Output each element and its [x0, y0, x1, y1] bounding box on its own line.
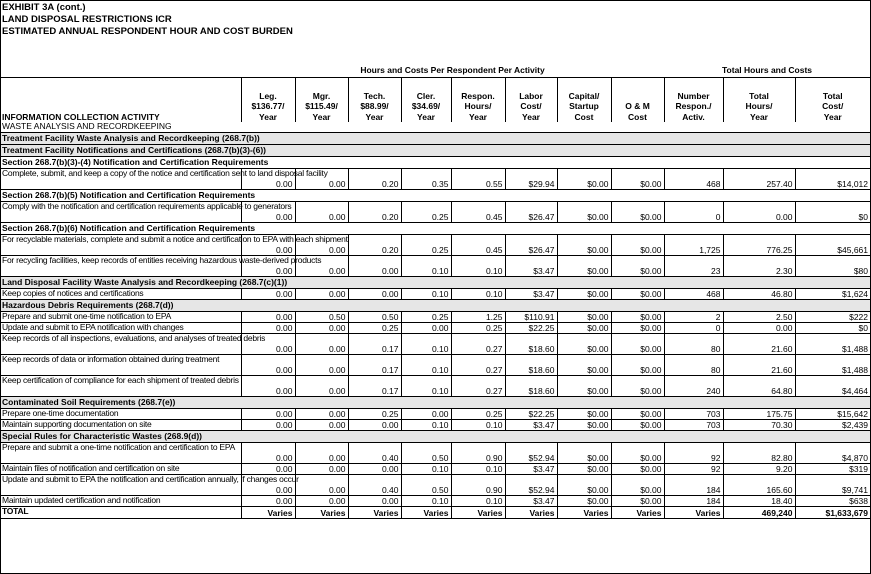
cell-value: 776.25: [723, 235, 795, 256]
cell-value: 0.50: [401, 443, 451, 464]
cell-value: 0.55: [451, 169, 505, 190]
cell-value: $52.94: [505, 475, 557, 496]
cell-value: 0.00: [295, 256, 348, 277]
col-om-cost: O & M Cost: [611, 78, 664, 123]
cell-value: 0.20: [348, 169, 401, 190]
section-header-row: [0, 277, 870, 289]
col-activity: INFORMATION COLLECTION ACTIVITY: [0, 78, 241, 123]
cell-value: $0.00: [557, 289, 611, 300]
cell-value: $29.94: [505, 169, 557, 190]
subsection-header-row: [0, 157, 870, 169]
table-row: [0, 420, 870, 431]
cell-value: $0.00: [611, 420, 664, 431]
cell-value: 64.80: [723, 376, 795, 397]
col-cler: Cler. $34.69/ Year: [401, 78, 451, 123]
cell-value: $0.00: [557, 334, 611, 355]
section-header-row: [0, 300, 870, 312]
cell-value: Varies: [451, 507, 505, 519]
section-header-row: [0, 133, 870, 145]
cell-value: 0.00: [348, 420, 401, 431]
cell-value: 0.25: [348, 409, 401, 420]
cell-value: 0.50: [295, 312, 348, 323]
cell-value: $52.94: [505, 443, 557, 464]
cell-value: 0.10: [401, 355, 451, 376]
cell-value: $3.47: [505, 496, 557, 507]
cell-value: $0: [795, 323, 870, 334]
cell-value: 0.00: [348, 289, 401, 300]
cell-value: $0.00: [557, 256, 611, 277]
cell-value: $0.00: [557, 376, 611, 397]
cell-value: 0.00: [241, 420, 295, 431]
row-label: Hazardous Debris Requirements (268.7(d)): [0, 300, 870, 312]
cell-value: 0.25: [451, 409, 505, 420]
activity-label: Prepare and submit a one-time notification and certification to EPA: [0, 443, 241, 464]
cell-value: $0.00: [611, 376, 664, 397]
cell-value: 0.10: [401, 496, 451, 507]
cell-value: 0.00: [295, 475, 348, 496]
cell-value: 703: [664, 409, 723, 420]
cell-value: $18.60: [505, 355, 557, 376]
table-row: [0, 355, 870, 376]
cell-value: 0.10: [401, 376, 451, 397]
cell-value: $4,464: [795, 376, 870, 397]
cell-value: 1.25: [451, 312, 505, 323]
cell-value: 0.10: [401, 289, 451, 300]
cell-value: $0.00: [557, 323, 611, 334]
table-row: [0, 443, 870, 464]
cell-value: $0.00: [557, 169, 611, 190]
subsection-header-row: [0, 223, 870, 235]
activity-label: Maintain updated certification and notification: [0, 496, 241, 507]
cell-value: $1,488: [795, 334, 870, 355]
cell-value: 0.25: [401, 235, 451, 256]
cell-value: 0.00: [241, 334, 295, 355]
row-label: Section 268.7(b)(6) Notification and Certification Requirements: [0, 223, 870, 235]
cell-value: 165.60: [723, 475, 795, 496]
cell-value: $0: [795, 202, 870, 223]
cell-value: 0.00: [295, 235, 348, 256]
cell-value: $80: [795, 256, 870, 277]
cell-value: 703: [664, 420, 723, 431]
group-header-totals: Total Hours and Costs: [721, 65, 813, 76]
cell-value: 0.17: [348, 334, 401, 355]
cell-value: $18.60: [505, 376, 557, 397]
cell-value: $0.00: [611, 475, 664, 496]
cell-value: $15,642: [795, 409, 870, 420]
cell-value: $26.47: [505, 202, 557, 223]
cell-value: 2.50: [723, 312, 795, 323]
cell-value: 0.00: [723, 323, 795, 334]
cell-value: 0: [664, 323, 723, 334]
row-label: WASTE ANALYSIS AND RECORDKEEPING: [2, 121, 172, 132]
cell-value: 0.00: [295, 420, 348, 431]
cell-value: 0.90: [451, 475, 505, 496]
cell-value: $14,012: [795, 169, 870, 190]
cell-value: $3.47: [505, 464, 557, 475]
section-header-row: [0, 431, 870, 443]
cell-value: 0.00: [295, 496, 348, 507]
cell-value: $45,661: [795, 235, 870, 256]
cell-value: 0.00: [241, 289, 295, 300]
cell-value: $1,624: [795, 289, 870, 300]
group-header-row: [0, 65, 870, 78]
cell-value: Varies: [664, 507, 723, 519]
cell-value: 82.80: [723, 443, 795, 464]
cell-value: 0.00: [401, 323, 451, 334]
cell-value: $0.00: [557, 496, 611, 507]
cell-value: 0.27: [451, 376, 505, 397]
cell-value: 0.10: [451, 420, 505, 431]
cell-value: 1,725: [664, 235, 723, 256]
cell-value: 0.00: [241, 323, 295, 334]
cell-value: 21.60: [723, 334, 795, 355]
cell-value: Varies: [557, 507, 611, 519]
cell-value: $0.00: [557, 443, 611, 464]
cell-value: 0.10: [401, 334, 451, 355]
table-row: [0, 334, 870, 355]
activity-label: For recycling facilities, keep records of entities receiving hazardous waste-derived products: [0, 256, 241, 277]
cell-value: 0.00: [348, 496, 401, 507]
col-total-cost: Total Cost/ Year: [795, 78, 870, 123]
cell-value: 0.10: [401, 420, 451, 431]
cell-value: 0.00: [241, 235, 295, 256]
table-row: [0, 464, 870, 475]
section-header-row: [0, 397, 870, 409]
cell-value: 46.80: [723, 289, 795, 300]
cell-value: 2: [664, 312, 723, 323]
cell-value: $0.00: [611, 443, 664, 464]
cell-value: $0.00: [611, 202, 664, 223]
report-title: LAND DISPOSAL RESTRICTIONS ICR: [2, 14, 172, 25]
cell-value: $0.00: [557, 475, 611, 496]
cell-value: 0.10: [401, 464, 451, 475]
row-label: Special Rules for Characteristic Wastes (268.9(d)): [0, 431, 870, 443]
row-label: Section 268.7(b)(3)-(4) Notification and Certification Requirements: [0, 157, 870, 169]
activity-label: Maintain supporting documentation on site: [0, 420, 241, 431]
cell-value: 0.20: [348, 235, 401, 256]
subsection-header-row: [0, 190, 870, 202]
table-row: [0, 256, 870, 277]
table-row: [0, 202, 870, 223]
row-label: Land Disposal Facility Waste Analysis and Recordkeeping (268.7(c)(1)): [0, 277, 870, 289]
cell-value: 21.60: [723, 355, 795, 376]
cell-value: 0.00: [241, 443, 295, 464]
col-leg: Leg. $136.77/ Year: [241, 78, 295, 123]
cell-value: $4,870: [795, 443, 870, 464]
table-row: [0, 289, 870, 300]
table-row: [0, 312, 870, 323]
cell-value: 0.00: [241, 475, 295, 496]
cell-value: 468: [664, 169, 723, 190]
cell-value: $9,741: [795, 475, 870, 496]
cell-value: 0.17: [348, 376, 401, 397]
col-mgr: Mgr. $115.49/ Year: [295, 78, 348, 123]
cell-value: $0.00: [611, 355, 664, 376]
table-row: [0, 169, 870, 190]
cell-value: 0.00: [241, 169, 295, 190]
cell-value: 0.90: [451, 443, 505, 464]
activity-label: Update and submit to EPA the notification and certification annually, if changes occur: [0, 475, 241, 496]
cell-value: 0.27: [451, 334, 505, 355]
activity-label: For recyclable materials, complete and submit a notice and certification to EPA with each shipment: [0, 235, 241, 256]
cell-value: $222: [795, 312, 870, 323]
cell-value: 9.20: [723, 464, 795, 475]
activity-label: Complete, submit, and keep a copy of the notice and certification sent to land disposal facility: [0, 169, 241, 190]
cell-value: 0.00: [295, 334, 348, 355]
group-header-per-respondent: Hours and Costs Per Respondent Per Activity: [360, 65, 545, 76]
cell-value: Varies: [611, 507, 664, 519]
cell-value: 0.35: [401, 169, 451, 190]
row-label: Section 268.7(b)(5) Notification and Certification Requirements: [0, 190, 870, 202]
cell-value: $0.00: [557, 235, 611, 256]
cell-value: $1,633,679: [795, 507, 870, 519]
table-row: [0, 376, 870, 397]
cell-value: 0.10: [401, 256, 451, 277]
cell-value: 70.30: [723, 420, 795, 431]
cell-value: $0.00: [611, 334, 664, 355]
table-body: [0, 65, 870, 519]
cell-value: 18.40: [723, 496, 795, 507]
table-row: [0, 475, 870, 496]
cell-value: 184: [664, 496, 723, 507]
cell-value: 0.00: [295, 169, 348, 190]
cell-value: 0.25: [401, 312, 451, 323]
cell-value: 0.00: [295, 443, 348, 464]
cell-value: $1,488: [795, 355, 870, 376]
cell-value: 92: [664, 464, 723, 475]
cell-value: 0.40: [348, 475, 401, 496]
cell-value: Varies: [401, 507, 451, 519]
cell-value: $0.00: [611, 169, 664, 190]
cell-value: 0.45: [451, 235, 505, 256]
cell-value: Varies: [241, 507, 295, 519]
cell-value: 0.00: [241, 496, 295, 507]
activity-label: Prepare and submit one-time notification to EPA: [0, 312, 241, 323]
cell-value: 0.00: [401, 409, 451, 420]
cell-value: $0.00: [557, 202, 611, 223]
activity-label: Keep records of all inspections, evaluations, and analyses of treated debris: [0, 334, 241, 355]
table-row: [0, 409, 870, 420]
cell-value: 0: [664, 202, 723, 223]
burden-table: [0, 65, 870, 519]
cell-value: $0.00: [557, 355, 611, 376]
cell-value: 0.10: [451, 496, 505, 507]
cell-value: Varies: [505, 507, 557, 519]
activity-label: Keep copies of notices and certifications: [0, 289, 241, 300]
cell-value: $0.00: [611, 496, 664, 507]
cell-value: 0.50: [348, 312, 401, 323]
cell-value: 0.25: [451, 323, 505, 334]
cell-value: 0.10: [451, 256, 505, 277]
cell-value: 240: [664, 376, 723, 397]
cell-value: $3.47: [505, 420, 557, 431]
col-capital-startup: Capital/ Startup Cost: [557, 78, 611, 123]
activity-label: TOTAL: [0, 507, 241, 519]
cell-value: 0.25: [401, 202, 451, 223]
activity-label: Maintain files of notification and certification on site: [0, 464, 241, 475]
col-labor-cost: Labor Cost/ Year: [505, 78, 557, 123]
cell-value: 0.00: [241, 256, 295, 277]
cell-value: 0.00: [241, 202, 295, 223]
cell-value: 175.75: [723, 409, 795, 420]
cell-value: $0.00: [611, 409, 664, 420]
row-label: Treatment Facility Waste Analysis and Recordkeeping (268.7(b)): [0, 133, 870, 145]
cell-value: 0.00: [723, 202, 795, 223]
table-row: [0, 323, 870, 334]
table-row: [0, 496, 870, 507]
cell-value: 469,240: [723, 507, 795, 519]
cell-value: $2,439: [795, 420, 870, 431]
cell-value: 0.50: [401, 475, 451, 496]
row-label: Contaminated Soil Requirements (268.7(e)): [0, 397, 870, 409]
cell-value: 0.40: [348, 443, 401, 464]
cell-value: $18.60: [505, 334, 557, 355]
cell-value: $0.00: [611, 323, 664, 334]
cell-value: $0.00: [557, 420, 611, 431]
cell-value: 0.00: [241, 312, 295, 323]
cell-value: 0.45: [451, 202, 505, 223]
activity-label: Keep records of data or information obtained during treatment: [0, 355, 241, 376]
col-number-respondents: Number Respon./ Activ.: [664, 78, 723, 123]
col-tech: Tech. $88.99/ Year: [348, 78, 401, 123]
cell-value: 0.20: [348, 202, 401, 223]
cell-value: $22.25: [505, 409, 557, 420]
cell-value: 0.10: [451, 464, 505, 475]
cell-value: $0.00: [557, 464, 611, 475]
cell-value: $0.00: [557, 312, 611, 323]
row-label: Treatment Facility Notifications and Certifications (268.7(b)(3)-(6)): [0, 145, 870, 157]
cell-value: $0.00: [611, 464, 664, 475]
cell-value: $26.47: [505, 235, 557, 256]
cell-value: $0.00: [611, 312, 664, 323]
cell-value: $638: [795, 496, 870, 507]
cell-value: 0.00: [295, 323, 348, 334]
cell-value: 0.00: [295, 202, 348, 223]
activity-label: Prepare one-time documentation: [0, 409, 241, 420]
cell-value: 0.00: [241, 464, 295, 475]
cell-value: $110.91: [505, 312, 557, 323]
cell-value: 0.00: [295, 355, 348, 376]
table-row: [0, 235, 870, 256]
cell-value: 80: [664, 334, 723, 355]
cell-value: 23: [664, 256, 723, 277]
cell-value: 80: [664, 355, 723, 376]
cell-value: 0.25: [348, 323, 401, 334]
cell-value: $3.47: [505, 289, 557, 300]
col-respon-hours: Respon. Hours/ Year: [451, 78, 505, 123]
cell-value: 257.40: [723, 169, 795, 190]
cell-value: 0.00: [295, 464, 348, 475]
cell-value: $0.00: [611, 256, 664, 277]
activity-label: Comply with the notification and certification requirements applicable to generators: [0, 202, 241, 223]
cell-value: $0.00: [611, 235, 664, 256]
cell-value: 2.30: [723, 256, 795, 277]
cell-value: 0.00: [241, 355, 295, 376]
cell-value: 0.00: [295, 376, 348, 397]
cell-value: Varies: [295, 507, 348, 519]
column-header-row: [0, 78, 870, 123]
cell-value: 0.00: [295, 409, 348, 420]
cell-value: $319: [795, 464, 870, 475]
exhibit-title: EXHIBIT 3A (cont.): [2, 2, 86, 13]
total-row: [0, 507, 870, 519]
cell-value: 0.00: [241, 409, 295, 420]
cell-value: 0.27: [451, 355, 505, 376]
activity-label: Keep certification of compliance for each shipment of treated debris: [0, 376, 241, 397]
cell-value: 0.00: [241, 376, 295, 397]
section-header-row: [0, 145, 870, 157]
cell-value: 0.10: [451, 289, 505, 300]
report-subtitle: ESTIMATED ANNUAL RESPONDENT HOUR AND COST BURDEN: [2, 26, 293, 37]
col-total-hours: Total Hours/ Year: [723, 78, 795, 123]
cell-value: 184: [664, 475, 723, 496]
cell-value: 0.00: [295, 289, 348, 300]
cell-value: 468: [664, 289, 723, 300]
cell-value: 0.00: [348, 256, 401, 277]
cell-value: $3.47: [505, 256, 557, 277]
cell-value: Varies: [348, 507, 401, 519]
cell-value: 0.17: [348, 355, 401, 376]
cell-value: 92: [664, 443, 723, 464]
cell-value: $22.25: [505, 323, 557, 334]
activity-label: Update and submit to EPA notification with changes: [0, 323, 241, 334]
cell-value: $0.00: [557, 409, 611, 420]
cell-value: $0.00: [611, 289, 664, 300]
category-row: [0, 122, 870, 133]
cell-value: 0.00: [348, 464, 401, 475]
